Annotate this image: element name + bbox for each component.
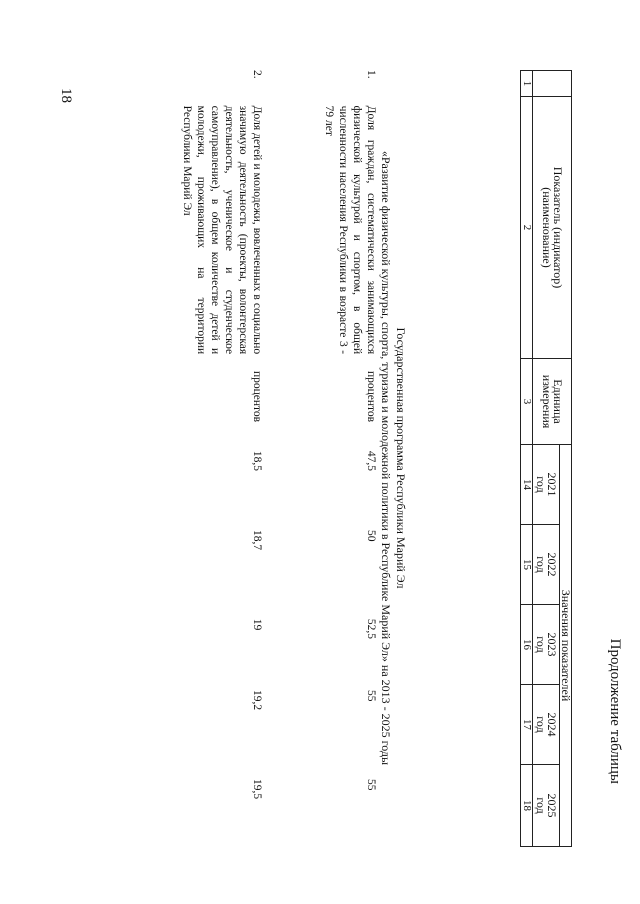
indicator-name: Доля граждан, систематически занимающихся физической культурой и спортом, в общей численности населения Республики в возрасте 3 - 79 лет	[323, 105, 377, 355]
indicator-value-2022: 18,7	[251, 529, 263, 551]
unit-header-line2: измерения	[540, 374, 554, 429]
year-header-2025	[533, 765, 560, 847]
indicator-value-2023: 19	[251, 618, 263, 631]
indicator-number: 1.	[365, 70, 377, 79]
year-header-2024	[533, 685, 560, 765]
year-value: 2025	[545, 793, 559, 818]
values-group-header: Значения показателей	[560, 445, 572, 847]
col-number-header	[533, 71, 572, 97]
year-value: 2024	[545, 712, 559, 737]
column-number: 14	[521, 445, 533, 525]
indicator-row-2	[180, 70, 264, 846]
column-number: 15	[521, 525, 533, 605]
indicator-value-2021: 18,5	[251, 450, 263, 472]
indicator-value-2024: 55	[365, 690, 377, 702]
unit-header-line1: Единица	[551, 379, 565, 424]
year-value: 2022	[545, 552, 559, 577]
program-title	[378, 70, 408, 846]
year-word: год	[534, 556, 548, 573]
column-number: 1	[521, 71, 533, 97]
unit-header	[533, 359, 572, 445]
indicator-name: Доля детей и молодежи, вовлеченных в социально значимую деятельность (проекты, волонтерская деятельность, ученическое и студенческое самоуправление), в общем количестве детей и молодежи, проживающих на территории Республики Марий Эл	[181, 105, 263, 355]
indicator-value-2021: 47,5	[365, 450, 377, 472]
year-word: год	[534, 476, 548, 493]
program-title-line1: Государственная программа Республики Марий Эл	[394, 327, 408, 589]
indicator-value-2025: 19,5	[251, 778, 263, 800]
year-header-2021	[533, 445, 560, 525]
year-word: год	[534, 797, 548, 814]
program-title-line2: «Развитие физической культуры, спорта, туризма и молодежной политики в Республике Марий Эл» на 2013 - 2025 годы	[379, 150, 393, 766]
indicator-number: 2.	[251, 70, 263, 79]
year-header-2023	[533, 605, 560, 685]
indicator-unit: процентов	[251, 370, 263, 423]
indicator-value-2023: 52,5	[365, 618, 377, 639]
column-number: 18	[521, 765, 533, 847]
column-number: 16	[521, 605, 533, 685]
indicator-value-2024: 19,2	[251, 690, 263, 711]
column-number: 3	[521, 359, 533, 445]
indicator-row-1	[322, 70, 378, 846]
continuation-label: Продолжение таблицы	[607, 638, 623, 784]
indicator-header-line1: Показатель (индикатор)	[551, 166, 565, 289]
year-header-2022	[533, 525, 560, 605]
indicator-unit: процентов	[365, 370, 377, 423]
indicator-header	[533, 97, 572, 359]
column-number: 17	[521, 685, 533, 765]
indicator-header-line2: (наименование)	[540, 187, 554, 268]
column-numbers-row	[521, 71, 533, 847]
year-value: 2023	[545, 632, 559, 657]
indicator-value-2022: 50	[365, 529, 377, 542]
year-value: 2021	[545, 472, 559, 497]
year-word: год	[534, 636, 548, 653]
column-number: 2	[521, 97, 533, 359]
page-number: 18	[58, 88, 74, 103]
indicators-table-header	[520, 70, 572, 847]
year-word: год	[534, 716, 548, 733]
indicator-value-2025: 55	[365, 778, 377, 791]
